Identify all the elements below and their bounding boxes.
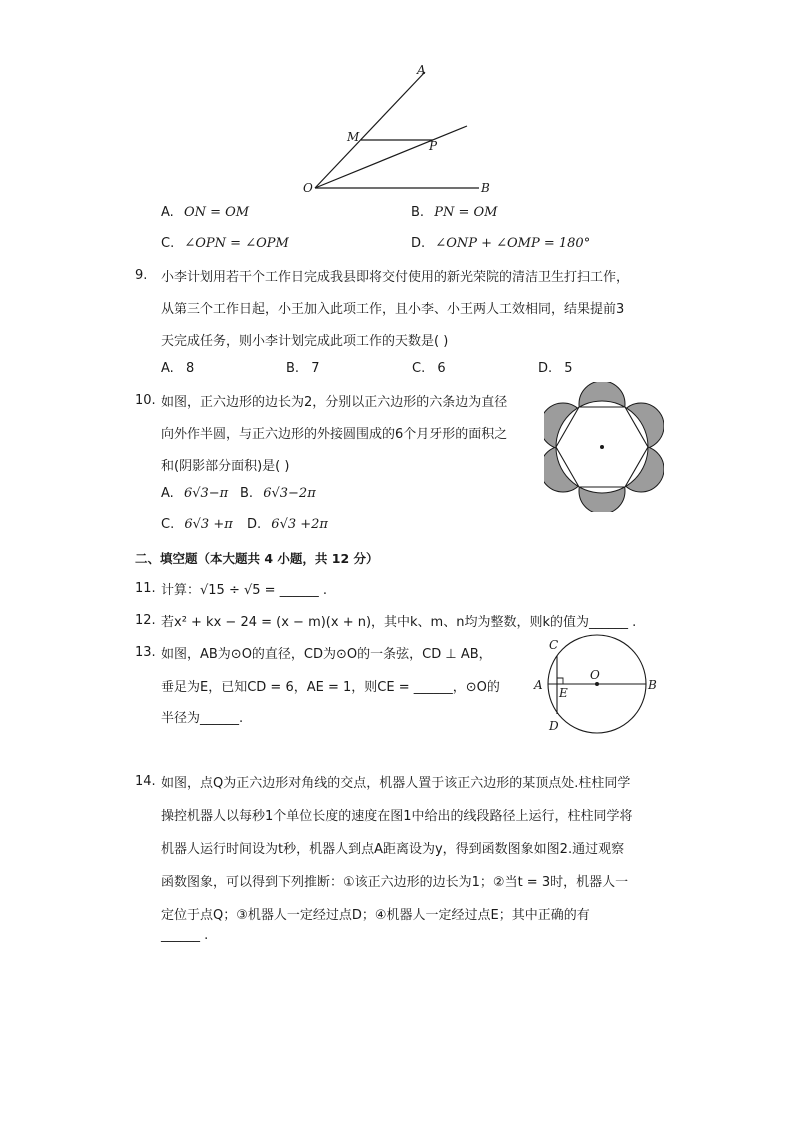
q10-line-3: 和(阴影部分面积)是( ) xyxy=(161,459,290,474)
q14-line-1: 如图，点Q为正六边形对角线的交点，机器人置于该正六边形的某顶点处.柱柱同学 xyxy=(161,776,631,791)
option-text: 6 xyxy=(437,361,446,376)
q9-option-c[interactable] xyxy=(412,361,446,376)
label-o: O xyxy=(303,181,313,195)
label-p: P xyxy=(429,139,438,153)
q10-hexagon-figure xyxy=(544,382,664,512)
label-a: A xyxy=(417,63,426,77)
q13-line-2: 垂足为E，已知CD = 6，AE = 1，则CE = ______，⊙O的 xyxy=(161,680,500,695)
q12-text: 若x² + kx − 24 = (x − m)(x + n)，其中k、m、n均为整数，则k的值为______ . xyxy=(161,615,637,630)
option-text: 6√3 +π xyxy=(184,517,233,532)
option-text: 6√3−π xyxy=(183,486,229,501)
q8-option-a[interactable] xyxy=(161,205,249,220)
q9-option-a[interactable] xyxy=(161,361,194,376)
center-o xyxy=(595,682,599,686)
label-c: C xyxy=(549,638,559,652)
q8-angle-figure xyxy=(295,60,495,200)
q10-option-b[interactable] xyxy=(240,486,316,501)
option-letter: B. xyxy=(240,486,254,501)
q14-line-4: 函数图象，可以得到下列推断：①该正六边形的边长为1；②当t = 3时，机器人一 xyxy=(161,875,629,890)
option-text: ∠ONP + ∠OMP = 180° xyxy=(435,236,591,251)
option-letter: D. xyxy=(247,517,262,532)
q12-number: 12. xyxy=(135,613,156,628)
q14-line-3: 机器人运行时间设为t秒，机器人到点A距离设为y，得到函数图象如图2.通过观察 xyxy=(161,842,625,857)
option-text: PN = OM xyxy=(434,205,498,220)
label-b: B xyxy=(481,181,490,195)
option-letter: C. xyxy=(412,361,426,376)
q13-number: 13. xyxy=(135,645,156,660)
q9-line-3: 天完成任务，则小李计划完成此项工作的天数是( ) xyxy=(161,334,449,349)
q11-text: 计算：√15 ÷ √5 = ______ . xyxy=(161,583,327,598)
option-letter: B. xyxy=(286,361,300,376)
option-text: 5 xyxy=(564,361,573,376)
q13-circle-figure xyxy=(530,632,665,737)
q14-line-6: ______ . xyxy=(161,928,209,943)
option-letter: D. xyxy=(411,236,426,251)
option-text: ∠OPN = ∠OPM xyxy=(184,236,289,251)
option-letter: B. xyxy=(411,205,425,220)
option-letter: D. xyxy=(538,361,553,376)
option-letter: C. xyxy=(161,236,175,251)
label-m: M xyxy=(347,130,360,144)
q8-option-d[interactable] xyxy=(411,236,590,251)
q14-number: 14. xyxy=(135,774,156,789)
q9-option-b[interactable] xyxy=(286,361,319,376)
q9-number: 9. xyxy=(135,268,148,283)
q11-number: 11. xyxy=(135,581,156,596)
option-text: 8 xyxy=(185,361,195,376)
label-b: B xyxy=(648,678,657,692)
ray-oa xyxy=(315,72,425,188)
option-letter: A. xyxy=(161,205,174,220)
option-text: 6√3 +2π xyxy=(271,517,328,532)
option-letter: A. xyxy=(161,361,174,376)
center-point xyxy=(600,445,604,449)
label-e: E xyxy=(559,686,568,700)
option-text: ON = OM xyxy=(183,205,250,220)
q13-line-3: 半径为______. xyxy=(161,711,244,726)
label-o: O xyxy=(590,668,600,682)
q10-line-1: 如图，正六边形的边长为2，分别以正六边形的六条边为直径 xyxy=(161,395,508,410)
q9-line-2: 从第三个工作日起，小王加入此项工作，且小李、小王两人工效相同，结果提前3 xyxy=(161,302,625,317)
option-letter: A. xyxy=(161,486,174,501)
q9-option-d[interactable] xyxy=(538,361,573,376)
q14-line-2: 操控机器人以每秒1个单位长度的速度在图1中给出的线段路径上运行，柱柱同学将 xyxy=(161,809,633,824)
q10-line-2: 向外作半圆，与正六边形的外接圆围成的6个月牙形的面积之 xyxy=(161,427,508,442)
option-letter: C. xyxy=(161,517,175,532)
right-angle-mark xyxy=(557,678,563,684)
q10-option-c[interactable] xyxy=(161,517,233,532)
q10-option-d[interactable] xyxy=(247,517,328,532)
label-d: D xyxy=(549,719,559,733)
q8-option-c[interactable] xyxy=(161,236,289,251)
label-a: A xyxy=(534,678,543,692)
q10-option-a[interactable] xyxy=(161,486,228,501)
q10-number: 10. xyxy=(135,393,156,408)
ray-op xyxy=(315,126,467,188)
q9-line-1: 小李计划用若干个工作日完成我县即将交付使用的新光荣院的清洁卫生打扫工作， xyxy=(161,270,630,285)
option-text: 6√3−2π xyxy=(263,486,316,501)
q14-line-5: 定位于点Q；③机器人一定经过点D；④机器人一定经过点E；其中正确的有 xyxy=(161,908,590,923)
option-text: 7 xyxy=(311,361,320,376)
q13-line-1: 如图，AB为⊙O的直径，CD为⊙O的一条弦，CD ⊥ AB， xyxy=(161,647,492,662)
q8-option-b[interactable] xyxy=(411,205,497,220)
section-title: 二、填空题（本大题共 4 小题，共 12 分） xyxy=(135,551,379,566)
